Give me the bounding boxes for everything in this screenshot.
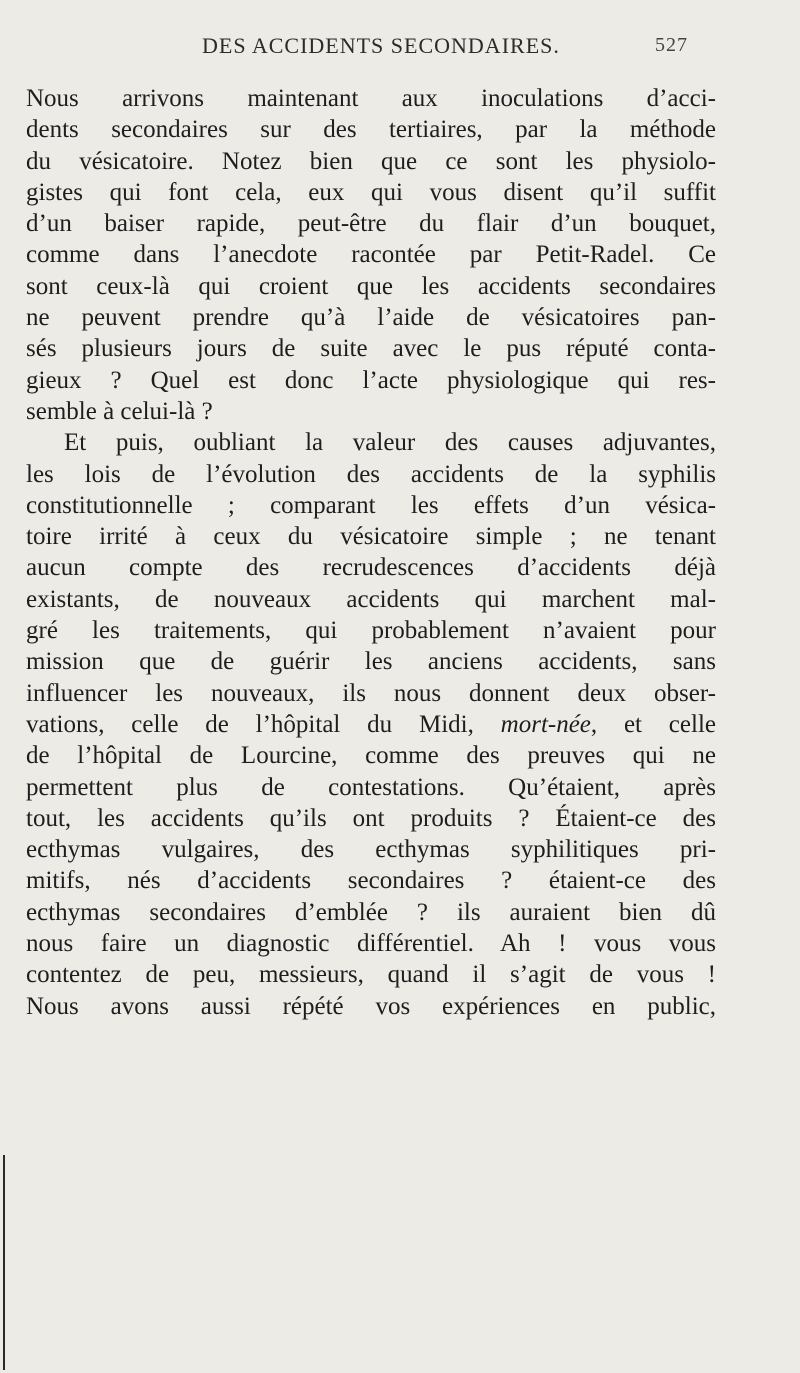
text-segment: vations, celle de l’hôpital du Midi, (26, 710, 501, 738)
text-line: ne peuvent prendre qu’à l’aide de vésicatoires pan- (26, 304, 716, 332)
text-line: Et puis, oubliant la valeur des causes adjuvantes, (64, 429, 716, 457)
margin-line (3, 1155, 5, 1370)
text-line: gré les traitements, qui probablement n’avaient pour (26, 617, 716, 645)
text-line: influencer les nouveaux, ils nous donnent deux obser- (26, 679, 716, 707)
text-line: aucun compte des recrudescences d’accidents déjà (26, 554, 716, 582)
text-line: ecthymas secondaires d’emblée ? ils auraient bien dû (26, 898, 716, 926)
italic-term: mort-née (500, 710, 591, 738)
text-line: gieux ? Quel est donc l’acte physiologique qui res- (26, 366, 716, 394)
text-line: sont ceux-là qui croient que les accidents secondaires (26, 272, 716, 300)
text-line: gistes qui font cela, eux qui vous disent qu’il suffit (26, 178, 716, 206)
text-line: permettent plus de contestations. Qu’étaient, après (26, 773, 716, 801)
text-line-with-italic (26, 709, 716, 740)
text-line: semble à celui-là ? (26, 397, 213, 425)
text-line: ecthymas vulgaires, des ecthymas syphilitiques pri- (26, 836, 716, 864)
text-line: toire irrité à ceux du vésicatoire simple ; ne tenant (26, 523, 716, 551)
page-number: 527 (655, 34, 688, 56)
text-line: contentez de peu, messieurs, quand il s’agit de vous ! (26, 961, 716, 989)
text-line: Nous arrivons maintenant aux inoculations d’acci- (26, 85, 716, 112)
text-line: tout, les accidents qu’ils ont produits ? Étaient-ce des (26, 804, 716, 832)
text-line: sés plusieurs jours de suite avec le pus réputé conta- (26, 335, 716, 363)
text-line: Nous avons aussi répété vos expériences en public, (26, 992, 716, 1020)
text-line: existants, de nouveaux accidents qui marchent mal- (26, 585, 716, 613)
text-segment: , et celle (590, 710, 716, 738)
text-line: dents secondaires sur des tertiaires, par la méthode (26, 116, 716, 144)
running-head: DES ACCIDENTS SECONDAIRES. (202, 33, 560, 58)
text-line: constitutionnelle ; comparant les effets d’un vésica- (26, 491, 716, 519)
text-line: mitifs, nés d’accidents secondaires ? étaient-ce des (26, 867, 716, 895)
text-line: d’un baiser rapide, peut-être du flair d’un bouquet, (26, 210, 716, 238)
text-line: de l’hôpital de Lourcine, comme des preuves qui ne (26, 742, 716, 770)
text-line: mission que de guérir les anciens accidents, sans (26, 648, 716, 676)
text-line: nous faire un diagnostic différentiel. Ah ! vous vous (26, 930, 716, 958)
text-line: les lois de l’évolution des accidents de la syphilis (26, 460, 716, 488)
body-text (26, 83, 716, 1022)
text-line: du vésicatoire. Notez bien que ce sont les physiolo- (26, 147, 716, 175)
text-line: comme dans l’anecdote racontée par Petit-Radel. Ce (26, 241, 716, 269)
